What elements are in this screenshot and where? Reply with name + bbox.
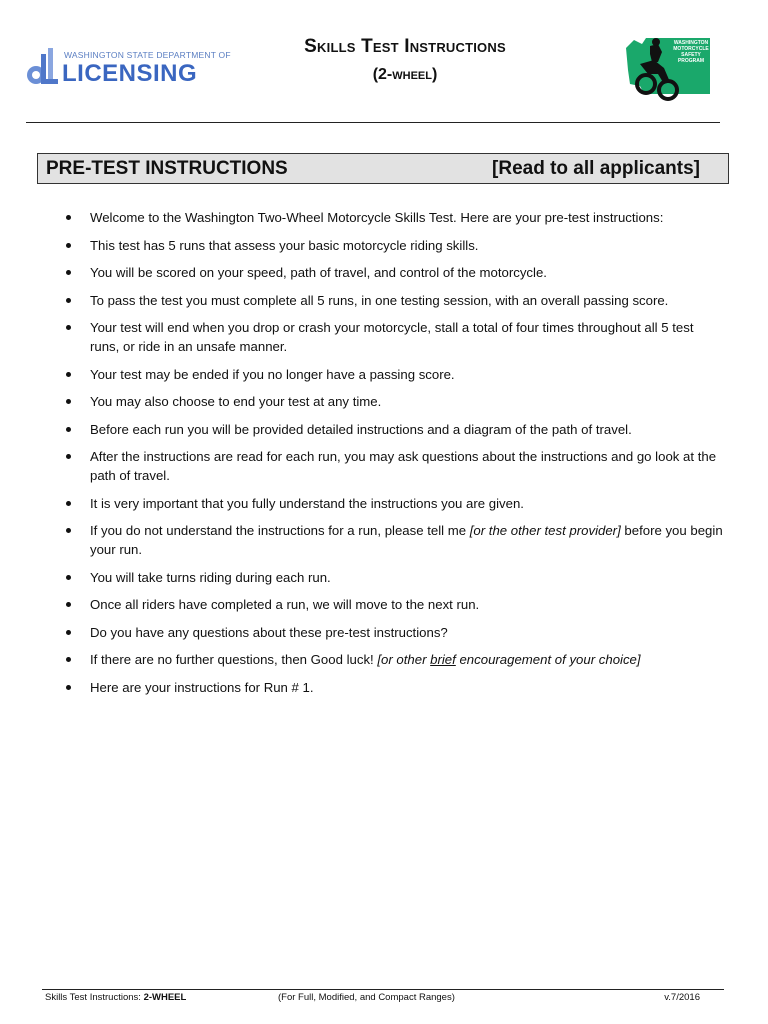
list-item-text: You will take turns riding during each run. — [90, 569, 331, 585]
footer-middle: (For Full, Modified, and Compact Ranges) — [278, 992, 455, 1003]
bullet-icon — [66, 575, 71, 580]
wmsp-logo-line: MOTORCYCLE — [673, 46, 709, 52]
list-item-italic-underlined-text: brief — [430, 652, 456, 667]
list-item — [60, 595, 726, 614]
wmsp-logo-text — [670, 40, 712, 64]
list-item-text: Once all riders have completed a run, we will move to the next run. — [90, 597, 480, 612]
wmsp-logo-line: WASHINGTON — [673, 40, 709, 46]
list-item — [60, 291, 726, 310]
dol-logo — [24, 44, 231, 88]
footer-left — [45, 992, 186, 1003]
wmsp-logo-line: PROGRAM — [677, 58, 705, 64]
wmsp-logo-line: SAFETY — [681, 52, 701, 58]
list-item-text: If you do not understand the instructions for a run, please tell me — [90, 523, 470, 538]
bullet-icon — [66, 602, 71, 607]
list-item — [60, 318, 726, 356]
list-item — [60, 650, 726, 669]
bullet-icon — [66, 427, 71, 432]
list-item-text: You may also choose to end your test at any time. — [90, 394, 382, 409]
document-title: Skills Test Instructions — [304, 36, 506, 57]
list-item — [60, 623, 726, 642]
list-item — [60, 236, 726, 255]
dol-logo-mark-icon — [24, 46, 58, 86]
bullet-icon — [66, 399, 71, 404]
bullet-icon — [66, 215, 71, 220]
wmsp-logo — [624, 34, 714, 102]
list-item-text: before you begin your run. — [90, 523, 723, 557]
list-item — [60, 392, 726, 411]
list-item — [60, 678, 726, 697]
list-item — [60, 447, 726, 485]
list-item-text: Your test will end when you drop or crash your motorcycle, stall a total of four times throughout all 5 test runs, or ride in an unsafe manner. — [90, 320, 694, 354]
document-subtitle: (2-wheel) — [372, 66, 438, 83]
list-item-italic-text: [or other — [377, 652, 431, 667]
bullet-icon — [66, 685, 71, 690]
section-note: [Read to all applicants] — [492, 158, 700, 179]
bullet-icon — [66, 630, 71, 635]
list-item — [60, 521, 726, 559]
footer-version: v.7/2016 — [664, 992, 700, 1003]
list-item-text: To pass the test you must complete all 5 runs, in one testing session, with an overall passing score. — [90, 292, 669, 308]
footer-divider — [42, 989, 724, 990]
dol-logo-small-text: WASHINGTON STATE DEPARTMENT OF — [64, 50, 231, 60]
list-item — [60, 365, 726, 384]
bullet-icon — [66, 325, 71, 330]
bullet-icon — [66, 270, 71, 275]
list-item — [60, 568, 726, 587]
list-item — [60, 263, 726, 282]
bullet-icon — [66, 501, 71, 506]
list-item-text: Welcome to the Washington Two-Wheel Motorcycle Skills Test. Here are your pre-test instructions: — [90, 210, 664, 225]
list-item — [60, 208, 726, 227]
bullet-icon — [66, 528, 71, 533]
bullet-icon — [66, 372, 71, 377]
header-divider — [26, 122, 720, 123]
dol-logo-big-text: LICENSING — [62, 60, 198, 87]
bullet-icon — [66, 454, 71, 459]
list-item-text: You will be scored on your speed, path of travel, and control of the motorcycle. — [90, 265, 547, 280]
section-heading: PRE-TEST INSTRUCTIONS — [46, 158, 288, 179]
section-heading-box — [37, 153, 729, 184]
list-item-text: Do you have any questions about these pre-test instructions? — [90, 624, 448, 640]
bullet-icon — [66, 657, 71, 662]
list-item — [60, 494, 726, 513]
list-item-text: Here are your instructions for Run # 1. — [90, 679, 314, 695]
footer-left-prefix: Skills Test Instructions: — [45, 992, 144, 1003]
list-item-italic-text: [or the other test provider] — [469, 523, 621, 538]
list-item-text: Your test may be ended if you no longer have a passing score. — [90, 366, 455, 382]
bullet-icon — [66, 298, 71, 303]
footer-left-bold: 2-WHEEL — [143, 992, 187, 1003]
list-item-text: Before each run you will be provided detailed instructions and a diagram of the path of travel. — [90, 421, 632, 437]
list-item-text: If there are no further questions, then Good luck! — [90, 652, 378, 667]
bullet-icon — [66, 243, 71, 248]
list-item-text: This test has 5 runs that assess your basic motorcycle riding skills. — [90, 237, 479, 253]
instruction-list — [60, 208, 726, 705]
list-item-italic-text: encouragement of your choice] — [455, 652, 641, 667]
list-item-text: It is very important that you fully understand the instructions you are given. — [90, 495, 524, 511]
list-item — [60, 420, 726, 439]
list-item-text: After the instructions are read for each run, you may ask questions about the instructions and go look at the path of travel. — [90, 449, 717, 483]
